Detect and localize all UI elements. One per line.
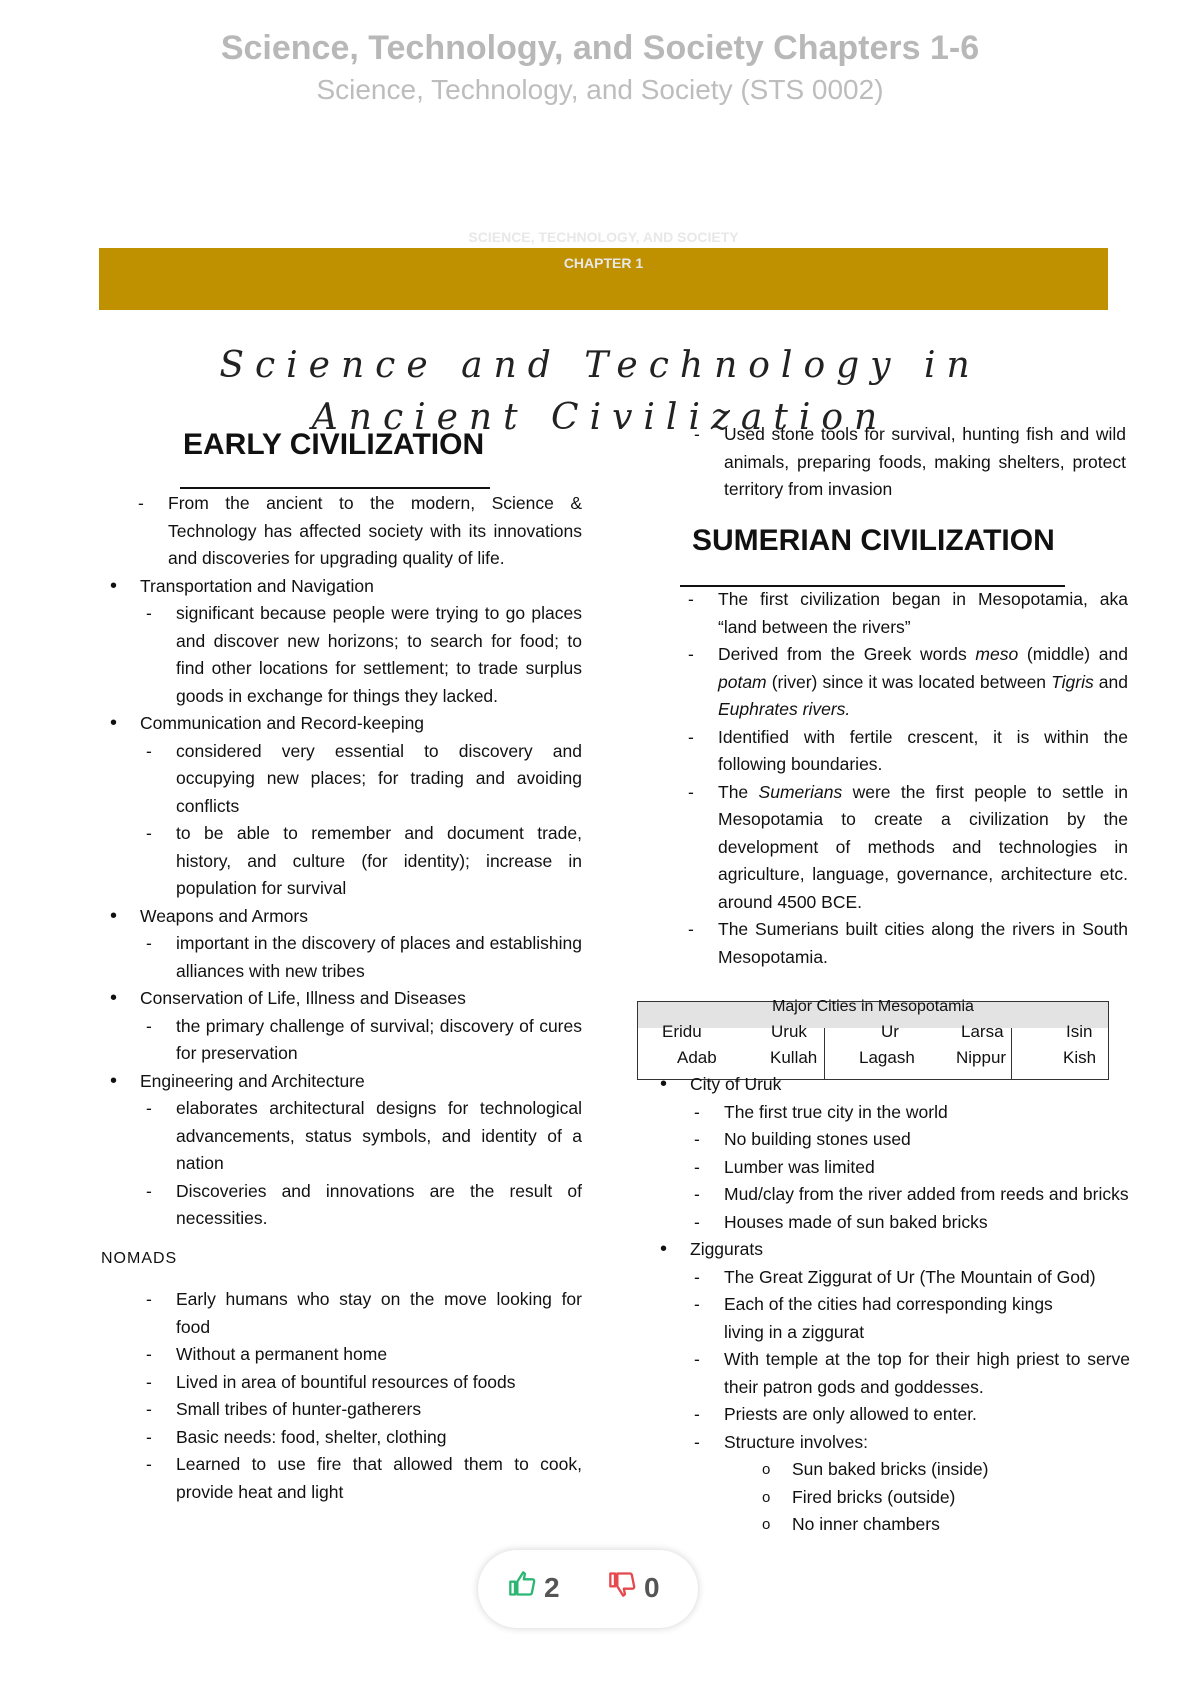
section-title: • Transportation and Navigation (140, 573, 582, 601)
banner-chapter-label: CHAPTER 1 (563, 255, 644, 271)
table-cell: Nippur (956, 1048, 1007, 1067)
list-item: - The Sumerians were the first people to settle in Mesopotamia to create a civilization by the development of methods and technologies in agriculture, language, governance, architecture etc. around 4500 BCE. (718, 779, 1128, 917)
section-title: • Ziggurats (690, 1236, 1130, 1264)
list-item: - Derived from the Greek words meso (middle) and potam (river) since it was located between Tigris and Euphrates rivers. (718, 641, 1128, 724)
section-title: • Weapons and Armors (140, 903, 582, 931)
document-header (0, 26, 1200, 110)
list-item: - Lumber was limited (724, 1154, 1130, 1182)
banner-course-label: SCIENCE, TECHNOLOGY, AND SOCIETY (468, 229, 739, 245)
sub-list-item: o No inner chambers (792, 1511, 1130, 1539)
section-title: • City of Uruk (690, 1071, 1130, 1099)
list-item: - Basic needs: food, shelter, clothing (176, 1424, 582, 1452)
table-cell: Uruk (771, 1022, 807, 1041)
table-caption: Major Cities in Mesopotamia (772, 998, 974, 1015)
list-item: - Discoveries and innovations are the result of necessities. (176, 1178, 582, 1233)
right-column-intro (0, 421, 1126, 504)
sub-list-item: o Sun baked bricks (inside) (792, 1456, 1130, 1484)
table-cell: Lagash (859, 1048, 915, 1067)
stone-tools-item: - Used stone tools for survival, hunting fish and wild animals, preparing foods, making shelters, protect territory from invasion (724, 421, 1126, 504)
list-item: - Mud/clay from the river added from reeds and bricks (724, 1181, 1130, 1209)
chapter-banner (99, 229, 1108, 310)
chapter-script-title: Science and Technology in Ancient Civilization (219, 345, 981, 438)
list-item: - The Sumerians built cities along the rivers in South Mesopotamia. (718, 916, 1128, 971)
downvote-count: 0 (644, 1571, 660, 1603)
sumerian-civilization-heading: SUMERIAN CIVILIZATION (692, 524, 1055, 557)
table-cell: Adab (677, 1048, 717, 1067)
list-item: - The first civilization began in Mesopotamia, aka “land between the rivers” (718, 586, 1128, 641)
list-item: - the primary challenge of survival; discovery of cures for preservation (176, 1013, 582, 1068)
list-item: - to be able to remember and document trade, history, and culture (for identity); increase in population for survival (176, 820, 582, 903)
list-item: - Early humans who stay on the move looking for food (176, 1286, 582, 1341)
thumbs-up-icon (508, 1570, 536, 1605)
early-civ-intro: - From the ancient to the modern, Science & Technology has affected society with its innovations and discoveries for upgrading quality of life. (168, 490, 582, 573)
downvote-button[interactable] (608, 1570, 660, 1605)
table-cell: Kish (1063, 1048, 1097, 1067)
table-cell: Isin (1066, 1022, 1093, 1041)
nomads-label: NOMADS (101, 1249, 178, 1267)
section-title: • Communication and Record-keeping (140, 710, 582, 738)
list-item: - elaborates architectural designs for technological advancements, status symbols, and identity of a nation (176, 1095, 582, 1178)
upvote-button[interactable] (508, 1570, 560, 1605)
list-item: - The first true city in the world (724, 1099, 1130, 1127)
document-title: Science, Technology, and Society Chapters 1-6 (220, 29, 980, 67)
table-cell: Eridu (662, 1022, 702, 1041)
section-title: • Engineering and Architecture (140, 1068, 582, 1096)
list-item: - The Great Ziggurat of Ur (The Mountain of God) (724, 1264, 1130, 1292)
major-cities-table (637, 998, 1109, 1080)
list-item: - important in the discovery of places and establishing alliances with new tribes (176, 930, 582, 985)
section-title: • Conservation of Life, Illness and Diseases (140, 985, 582, 1013)
table-cell: Ur (881, 1022, 899, 1041)
list-item: - significant because people were trying to go places and discover new horizons; to search for food; to find other locations for settlement; to trade surplus goods in exchange for things they lacked. (176, 600, 582, 710)
list-item: - With temple at the top for their high priest to serve their patron gods and goddesses. (724, 1346, 1130, 1401)
list-item: - Structure involves: (724, 1429, 1130, 1457)
list-item: - Houses made of sun baked bricks (724, 1209, 1130, 1237)
thumbs-down-icon (608, 1570, 636, 1605)
list-item: - Learned to use fire that allowed them to cook, provide heat and light (176, 1451, 582, 1506)
sub-list-item: o Fired bricks (outside) (792, 1484, 1130, 1512)
list-item: - Lived in area of bountiful resources of foods (176, 1369, 582, 1397)
upvote-count: 2 (544, 1571, 560, 1603)
list-item: - Identified with fertile crescent, it is within the following boundaries. (718, 724, 1128, 779)
list-item: - Priests are only allowed to enter. (724, 1401, 1130, 1429)
table-cell: Larsa (961, 1022, 1004, 1041)
table-cell: Kullah (770, 1048, 818, 1067)
sumerian-points (0, 586, 1128, 971)
vote-widget (478, 1550, 698, 1628)
list-item: - Each of the cities had corresponding kings living in a ziggurat (724, 1291, 1084, 1346)
list-item: - Small tribes of hunter-gatherers (176, 1396, 582, 1424)
document-subtitle: Science, Technology, and Society (STS 0002) (316, 74, 884, 105)
list-item: - No building stones used (724, 1126, 1130, 1154)
early-civilization-heading: EARLY CIVILIZATION (183, 428, 485, 461)
list-item: - Without a permanent home (176, 1341, 582, 1369)
uruk-ziggurat-section (0, 1071, 1130, 1539)
list-item: - considered very essential to discovery and occupying new places; for trading and avoiding conflicts (176, 738, 582, 821)
